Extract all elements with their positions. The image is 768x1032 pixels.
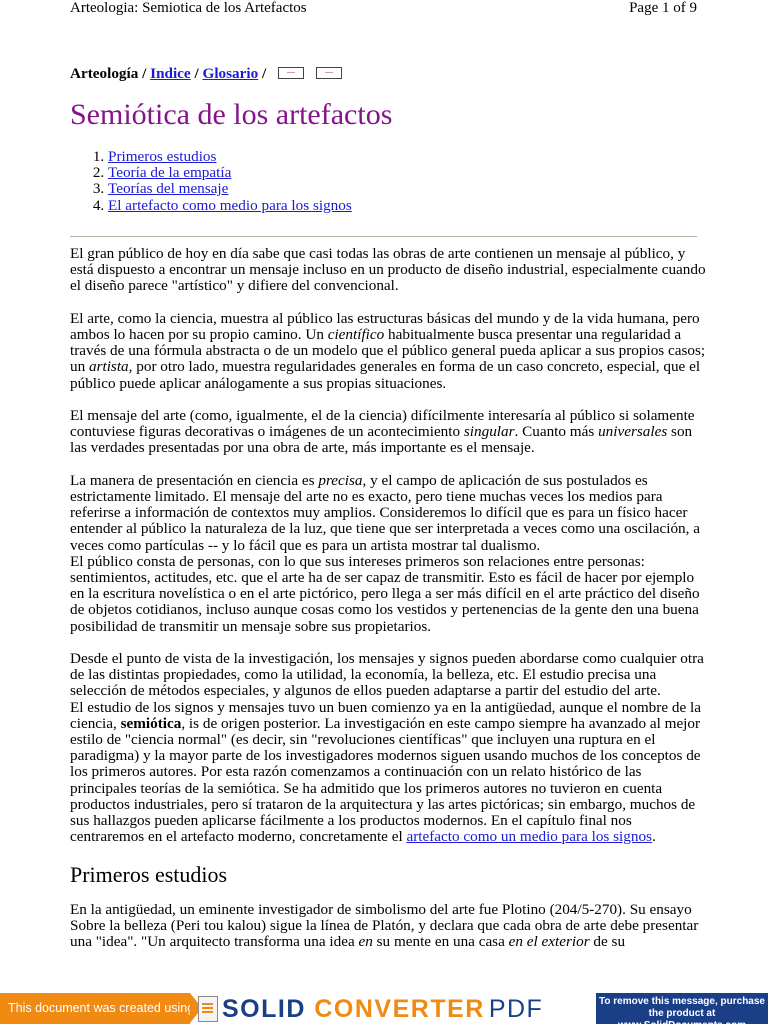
toc-item [108,149,352,165]
table-of-contents [70,149,352,214]
artefacto-medio-link[interactable]: artefacto como un medio para los signos [406,828,652,846]
banner-purchase-link[interactable] [596,993,768,1031]
text: son las verdades presentadas por una obra de arte, más importante es el mensaje. [70,423,693,457]
toc-item [108,181,352,197]
emphasis: universales [598,423,668,441]
text: , is de origen posterior. La investigación en este campo siempre ha avanzado al mejor estilo de "ciencia normal" (es decir, sin "revoluciones científicas" que incluyen una ruptura en el paradigma) y la mayor parte de los investigadores modernos siguen usando muchos de los conceptos de los primeros autores. Por esta razón comenzamos a continuación con un relato histórico de las principales teorías de la semiótica. Se ha admitido que los primeros autores no tuvieron en cuenta productos industriales, pero sí trataron de la arquitectura y las artes pictóricas; sin embargo, muchos de sus hallazgos pueden aplicarse fácilmente a los productos modernos. En el capítulo final nos centraremos en el artefacto moderno, concretamente el [70,714,701,846]
banner-left [0,993,195,1024]
text: En la antigüedad, un eminente investigador de simbolismo del arte fue Plotino (204/5-270). Su ensayo Sobre la belleza (Peri tou kalou) sigue la línea de Platón, y declara que cada obra de arte debe presentar una "idea". "Un arquitecto transforma una idea [70,900,699,951]
paragraph [70,473,706,554]
brand-logo [222,994,543,1024]
paragraph [70,408,706,457]
document-icon [198,996,218,1022]
brand-converter: CONVERTER [314,995,485,1023]
bold-term: semiótica [120,714,182,732]
breadcrumb [70,66,342,82]
converter-banner[interactable] [0,993,768,1031]
paragraph [70,700,706,846]
section-heading: Primeros estudios [70,861,228,887]
paragraph: El gran público de hoy en día sabe que casi todas las obras de arte contienen un mensaje al público, y está dispuesto a encontrar un mensaje incluso en un producto de diseño industrial, especialmente cuando el diseño parece "artístico" y difiere del convencional. [70,245,706,295]
brand-solid: SOLID [222,995,306,1023]
paragraph [70,311,706,392]
breadcrumb-separator: / [138,65,151,82]
text: El estudio de los signos y mensajes tuvo un buen comienzo ya en la antigüedad, aunque el nombre de la ciencia, [70,698,701,732]
banner-right-text: To remove this message, purchase the product at www.SolidDocuments.com [599,996,765,1031]
toc-link-primeros-estudios[interactable]: Primeros estudios [108,148,217,165]
text: , y el campo de aplicación de sus postulados es estrictamente limitado. El mensaje del arte no es exacto, pero tiene muchas veces los medios para referirse a información de contextos muy amplios. Consideremos lo difícil que es para un físico hacer entender al público la naturaleza de la luz, que tiene que ser interpretada a veces como una oscilación, a veces como partículas -- y lo fácil que es para un artista mostrar tal dualismo. [70,471,700,554]
divider [70,236,697,237]
emphasis: en el exterior [508,933,590,951]
paragraph [70,902,706,951]
text: de su [589,933,626,951]
toc-item [108,198,352,214]
text: La manera de presentación en ciencia es [70,471,319,489]
article-body [70,246,706,966]
emphasis: científico [327,326,385,343]
paragraph: El público consta de personas, con lo que sus intereses primeros son relaciones entre personas: sentimientos, actitudes, etc. que el arte ha de ser capaz de transmitir. Esto es fácil de hacer por ejemplo en la escritura novelística o en el arte pictórico, pero llega a ser más difícil en el arte práctico del diseño de objetos cotidianos, incluso aunque cosas como los vestidos y pertenencias de la gente den una buena posibilidad de transmitir un mensaje sobre sus propietarios. [70,552,700,635]
brand-pdf: PDF [488,995,544,1023]
text: El arte, como la ciencia, muestra al público las estructuras básicas del mundo y de la vida humana, pero ambos lo hacen por su propio camino. Un [70,309,700,343]
text: su mente en una casa [372,933,509,951]
arrow-left-icon [287,72,295,73]
paragraph: Desde el punto de vista de la investigación, los mensajes y signos pueden abordarse como cualquier otra de las distintas propiedades, como la utilidad, la economía, la belleza, etc. El estudio precisa una selección de métodos especiales, y algunos de ellos pueden adaptarse a partir del estudio del arte. [70,650,704,700]
toc-item [108,165,352,181]
glosario-link[interactable]: Glosario [202,65,259,82]
next-page-button[interactable] [316,67,342,79]
breadcrumb-separator: / [190,65,203,82]
emphasis: artista, [88,358,133,376]
header-title: Arteologia: Semiotica de los Artefactos [70,0,307,16]
banner-left-text: This document was created using [8,1001,195,1015]
breadcrumb-separator: / [258,65,267,82]
indice-link[interactable]: Indice [150,65,191,82]
toc-link-teorias-mensaje[interactable]: Teorías del mensaje [108,180,229,198]
emphasis: en [358,933,373,951]
prev-page-button[interactable] [278,67,304,79]
text: El mensaje del arte (como, igualmente, el de la ciencia) difícilmente interesaría al público si solamente contuviese figuras decorativas o imágenes de un acontecimiento [70,407,695,441]
text: . [651,828,656,846]
toc-link-artefacto-medio[interactable]: El artefacto como medio para los signos [108,196,352,214]
text: habitualmente busca presentar una regularidad a través de una fórmula abstracta o de un modelo que el público general pueda aplicar a sus propios casos; un [70,326,706,376]
page-number: Page 1 of 9 [629,0,697,16]
breadcrumb-home: Arteología [70,65,139,82]
page-header [0,0,768,20]
page-title: Semiótica de los artefactos [70,98,393,131]
toc-link-teoria-empatia[interactable]: Teoría de la empatía [108,164,232,182]
text: por otro lado, muestra regularidades generales en forma de un caso concreto, especial, que el público puede aplicar análogamente a sus propias situaciones. [70,358,701,392]
arrow-right-icon [325,72,333,73]
emphasis: singular [463,423,515,441]
text: . Cuanto más [514,423,599,441]
emphasis: precisa [318,471,363,489]
